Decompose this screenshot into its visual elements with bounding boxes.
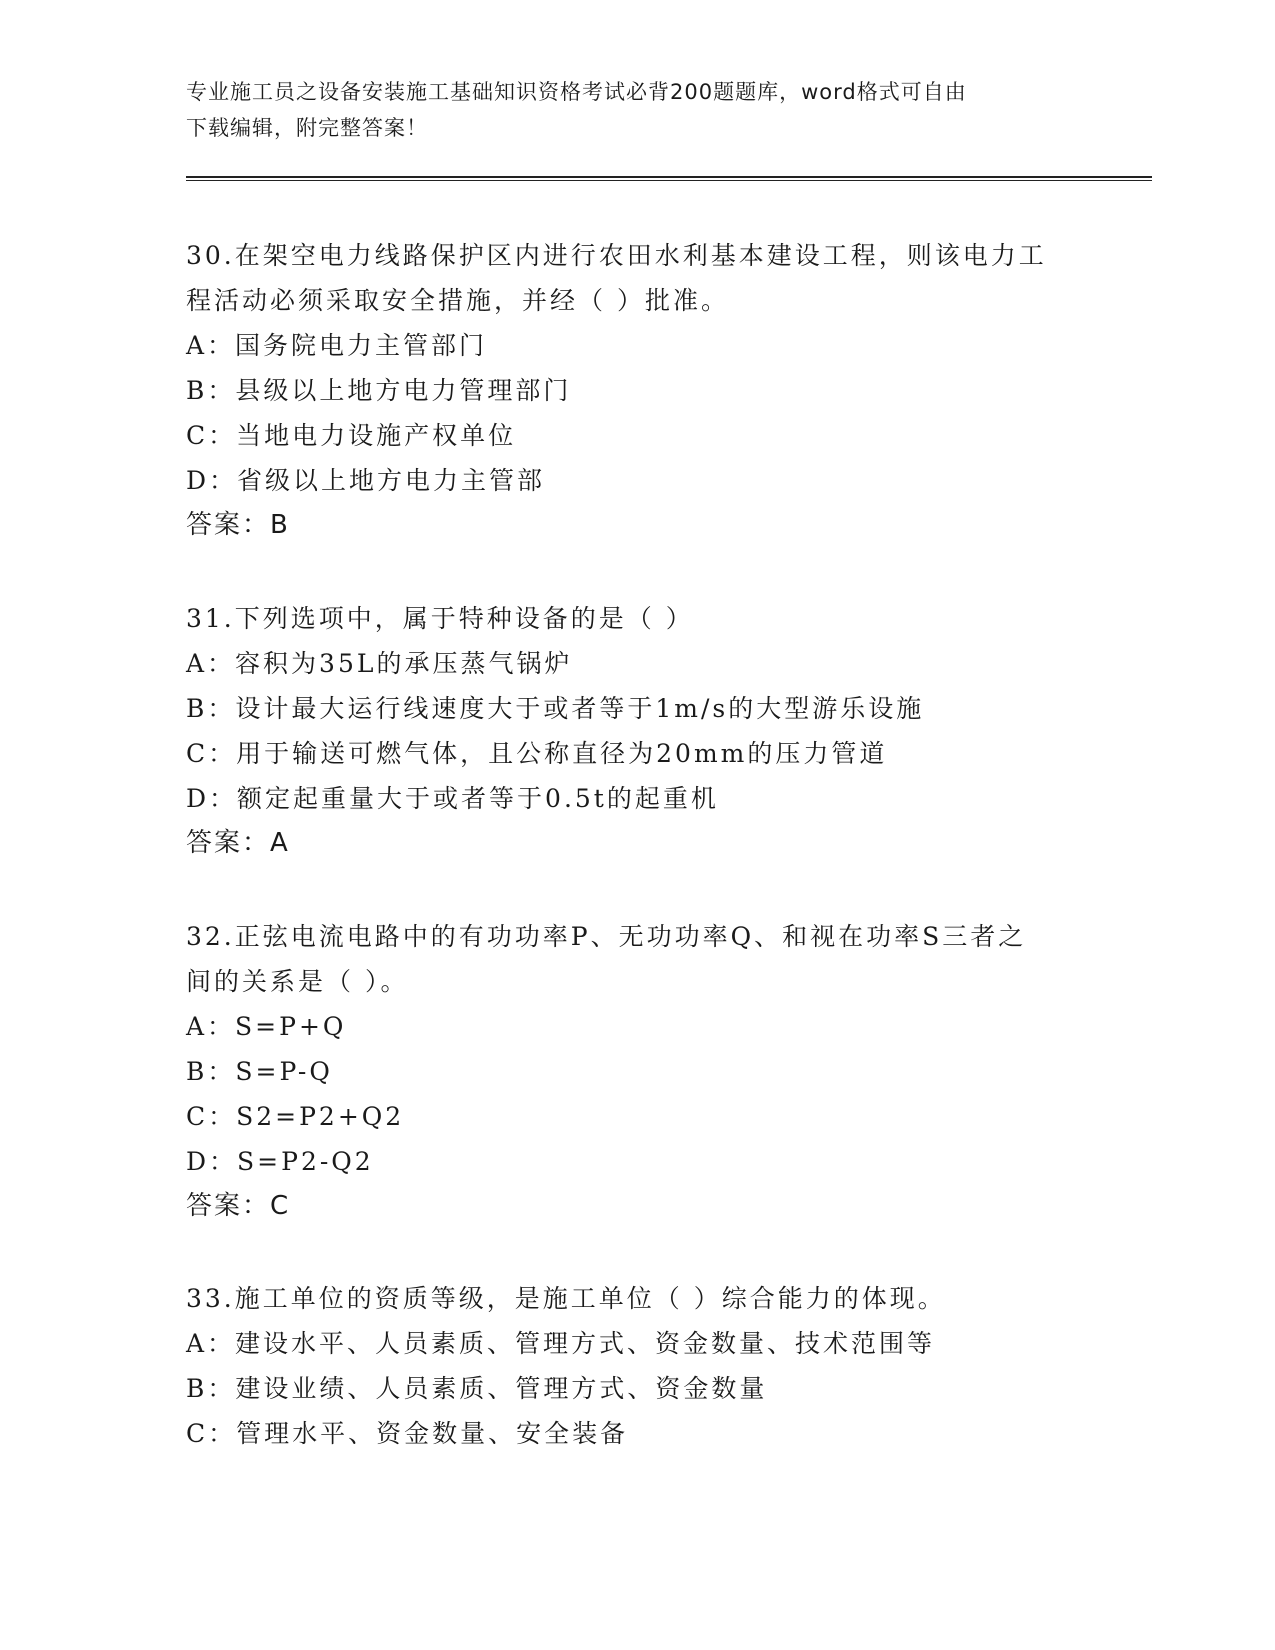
answer: 答案：C [186, 1191, 291, 1221]
option-a: A：国务院电力主管部门 [186, 331, 488, 360]
question-32 [186, 914, 1086, 1229]
question-text-line: 间的关系是（ ）。 [186, 967, 409, 996]
question-text-line: 31.下列选项中，属于特种设备的是（ ） [186, 604, 694, 633]
option-a: A：S=P+Q [186, 1012, 347, 1041]
answer: 答案：B [186, 510, 290, 540]
option-a: A：建设水平、人员素质、管理方式、资金数量、技术范围等 [186, 1329, 936, 1358]
question-text-line: 30.在架空电力线路保护区内进行农田水利基本建设工程，则该电力工 [186, 241, 1047, 270]
header-line-2: 下载编辑，附完整答案！ [186, 116, 428, 140]
option-a: A：容积为35L的承压蒸气锅炉 [186, 649, 573, 678]
document-header [186, 74, 1066, 146]
option-b: B：设计最大运行线速度大于或者等于1m/s的大型游乐设施 [186, 694, 925, 723]
question-33 [186, 1276, 1086, 1456]
question-text-line: 程活动必须采取安全措施，并经（ ）批准。 [186, 286, 729, 315]
option-c: C：当地电力设施产权单位 [186, 421, 517, 450]
question-text-line: 33.施工单位的资质等级，是施工单位（ ）综合能力的体现。 [186, 1284, 946, 1313]
answer: 答案：A [186, 828, 290, 858]
option-c: C：用于输送可燃气体，且公称直径为20mm的压力管道 [186, 739, 888, 768]
option-d: D：额定起重量大于或者等于0.5t的起重机 [186, 784, 719, 813]
option-b: B：S=P-Q [186, 1057, 333, 1086]
question-31 [186, 596, 1086, 866]
option-b: B：建设业绩、人员素质、管理方式、资金数量 [186, 1374, 768, 1403]
option-c: C：S2=P2+Q2 [186, 1102, 405, 1131]
header-line-1: 专业施工员之设备安装施工基础知识资格考试必背200题题库，word格式可自由 [186, 80, 967, 104]
option-d: D：S=P2-Q2 [186, 1147, 374, 1176]
question-text-line: 32.正弦电流电路中的有功功率P、无功功率Q、和视在功率S三者之 [186, 922, 1027, 951]
option-d: D：省级以上地方电力主管部 [186, 466, 546, 495]
header-divider [186, 176, 1152, 181]
option-c: C：管理水平、资金数量、安全装备 [186, 1419, 629, 1448]
question-30 [186, 233, 1086, 548]
option-b: B：县级以上地方电力管理部门 [186, 376, 572, 405]
